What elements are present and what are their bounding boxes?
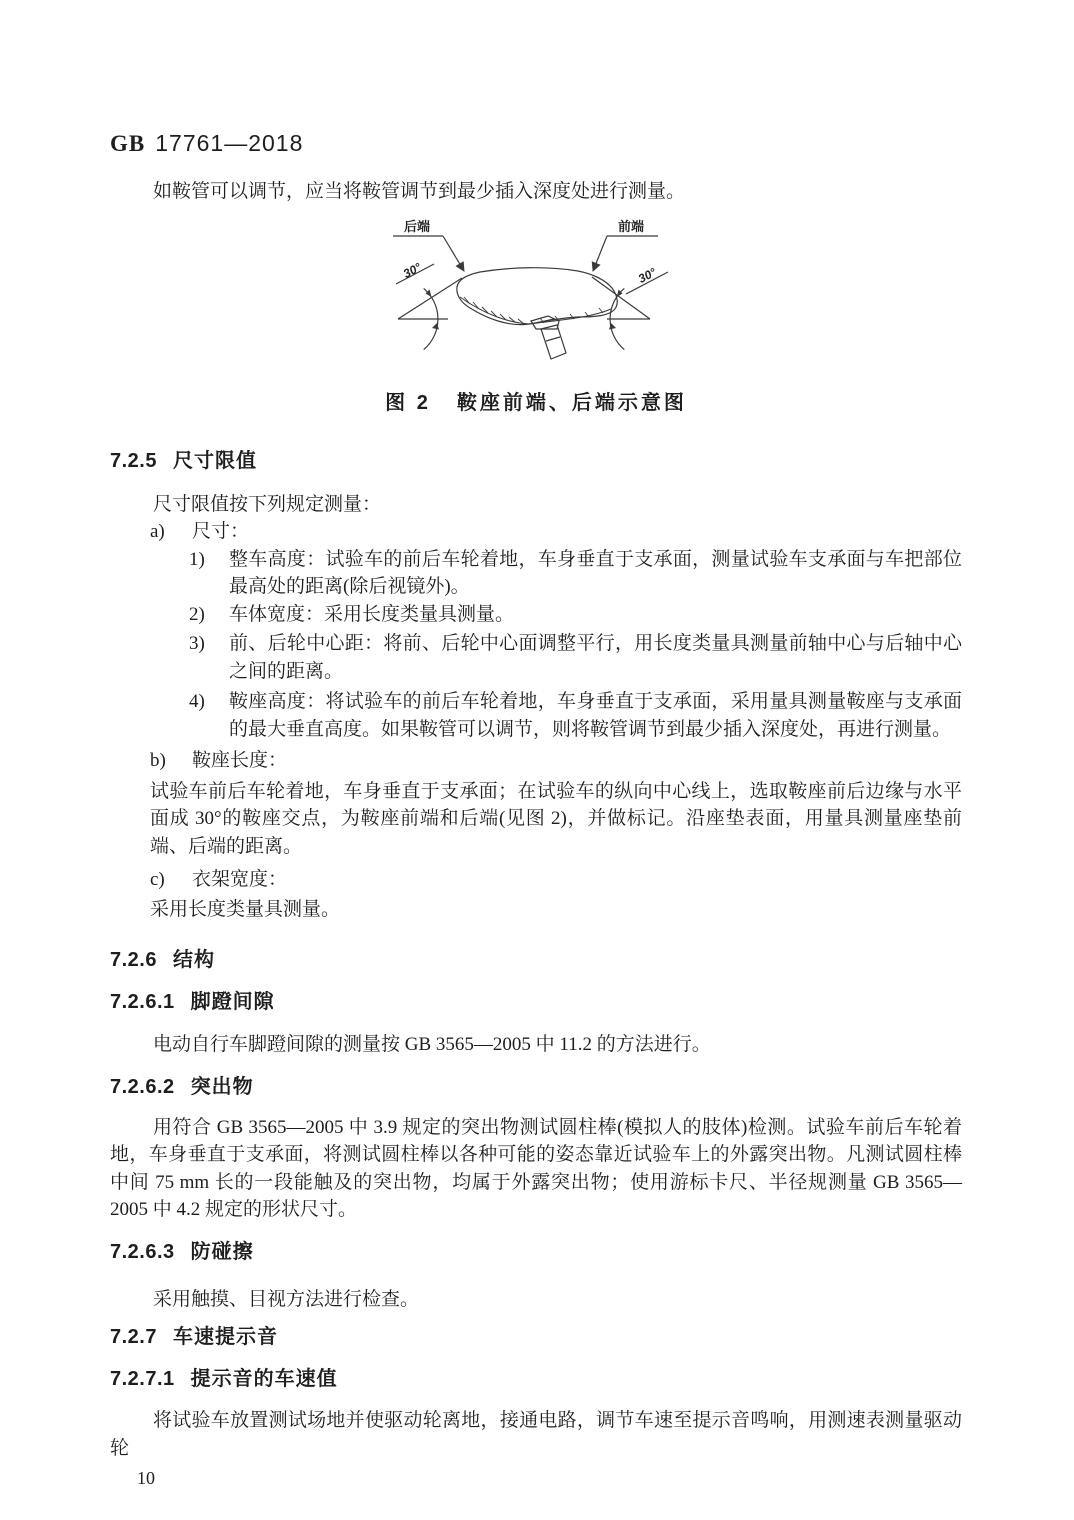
list-marker-1: 1): [189, 548, 205, 570]
section-title: 尺寸限值: [172, 449, 257, 472]
list-item-2: [110, 601, 962, 629]
figure-caption-text: 鞍座前端、后端示意图: [456, 391, 687, 414]
page-number: 10: [137, 1468, 155, 1488]
list-item-a: [110, 518, 962, 546]
section-7-2-6-1-body: 电动自行车脚蹬间隙的测量按 GB 3565—2005 中 11.2 的方法进行。: [153, 1034, 711, 1055]
list-item-c: [110, 866, 962, 894]
section-title: 车速提示音: [172, 1326, 278, 1348]
left-angle-value: 30°: [400, 259, 424, 281]
section-heading-7-2-6-2: [110, 1074, 962, 1100]
section-heading-7-2-6: [110, 947, 962, 973]
section-number: 7.2.6.1: [110, 991, 175, 1013]
list-item-a-title: 尺寸：: [192, 521, 250, 542]
section-title: 结构: [172, 949, 215, 971]
page-content: [110, 130, 962, 1490]
list-item-1-text: 整车高度：试验车的前后车轮着地，车身垂直于支承面，测量试验车支承面与车把部位最高处的距离(除后视镜外)。: [229, 548, 962, 597]
right-angle-construction: [592, 272, 668, 350]
section-heading-7-2-5: [110, 448, 962, 474]
standard-number: 17761—2018: [155, 130, 304, 156]
section-number: 7.2.7.1: [110, 1368, 175, 1390]
section-number: 7.2.6: [110, 949, 157, 971]
intro-paragraph: 如鞍管可以调节，应当将鞍管调节到最少插入深度处进行测量。: [153, 181, 686, 202]
list-marker-a: a): [150, 521, 165, 542]
list-marker-b: b): [150, 750, 166, 771]
list-item-2-text: 车体宽度：采用长度类量具测量。: [229, 603, 515, 625]
standard-prefix: GB: [110, 131, 146, 156]
section-title: 防碰擦: [190, 1240, 254, 1263]
right-angle-value: 30°: [635, 264, 659, 286]
list-item-1: [110, 546, 962, 601]
section-heading-7-2-6-3: [110, 1239, 962, 1265]
list-item-c-title: 衣架宽度：: [192, 869, 288, 890]
seat-post: [531, 316, 566, 359]
section-7-2-6-3-body: 采用触摸、目视方法进行检查。: [153, 1288, 420, 1310]
saddle-outline: [457, 267, 617, 358]
figure-caption-label: 图 2: [385, 391, 431, 414]
list-marker-2: 2): [189, 603, 205, 625]
section-number: 7.2.7: [110, 1326, 157, 1348]
section-heading-7-2-7: [110, 1324, 962, 1350]
section-title: 突出物: [190, 1075, 254, 1098]
section-7-2-6-2-body: 用符合 GB 3565—2005 中 3.9 规定的突出物测试圆柱棒(模拟人的肢体)检测。试验车前后车轮着地，车身垂直于支承面，将测试圆柱棒以各种可能的姿态靠近试验车上的外露突出物。凡测试圆柱棒中间 75 mm 长的一段能触及的突出物，均属于外露突出物；使用游标卡尺、半径规测量 GB 3565—2005 中 4.2 规定的形状尺寸。: [110, 1116, 962, 1220]
list-item-c-body: 采用长度类量具测量。: [150, 898, 341, 920]
list-item-b-title: 鞍座长度：: [192, 750, 288, 771]
list-item-4-text: 鞍座高度：将试验车的前后车轮着地，车身垂直于支承面，采用量具测量鞍座与支承面的最大垂直高度。如果鞍管可以调节，则将鞍管调节到最少插入深度处，再进行测量。: [229, 691, 962, 740]
figure-2: [110, 214, 962, 380]
list-item-3: [110, 630, 962, 685]
rear-end-label: 后端: [404, 218, 431, 234]
list-marker-c: c): [150, 869, 165, 890]
figure-caption: [110, 390, 962, 416]
section-number: 7.2.6.3: [110, 1240, 175, 1263]
section-number: 7.2.6.2: [110, 1075, 175, 1098]
section-7-2-7-1-body: 将试验车放置测试场地并使驱动轮离地，接通电路，调节车速至提示音鸣响，用测速表测量驱动轮: [110, 1410, 962, 1459]
list-item-b-body: 试验车前后车轮着地，车身垂直于支承面；在试验车的纵向中心线上，选取鞍座前后边缘与水平面成 30°的鞍座交点，为鞍座前端和后端(见图 2)，并做标记。沿座垫表面，用量具测量座垫前端、后端的距离。: [150, 780, 962, 857]
standard-code-header: [110, 130, 962, 156]
list-item-4: [110, 688, 962, 743]
saddle-diagram: [390, 217, 705, 373]
rear-end-leader: [393, 236, 464, 271]
list-item-3-text: 前、后轮中心距：将前、后轮中心面调整平行，用长度类量具测量前轴中心与后轴中心之间的距离。: [229, 633, 962, 682]
list-marker-3: 3): [189, 633, 205, 654]
section-heading-7-2-6-1: [110, 989, 962, 1015]
section-title: 脚蹬间隙: [190, 991, 275, 1013]
list-marker-4: 4): [189, 691, 205, 712]
list-item-b: [110, 747, 962, 775]
section-heading-7-2-7-1: [110, 1366, 962, 1392]
section-7-2-5-intro: 尺寸限值按下列规定测量：: [153, 493, 382, 515]
front-end-leader: [593, 236, 658, 271]
section-title: 提示音的车速值: [190, 1368, 338, 1390]
section-number: 7.2.5: [110, 449, 157, 472]
front-end-label: 前端: [618, 218, 645, 234]
